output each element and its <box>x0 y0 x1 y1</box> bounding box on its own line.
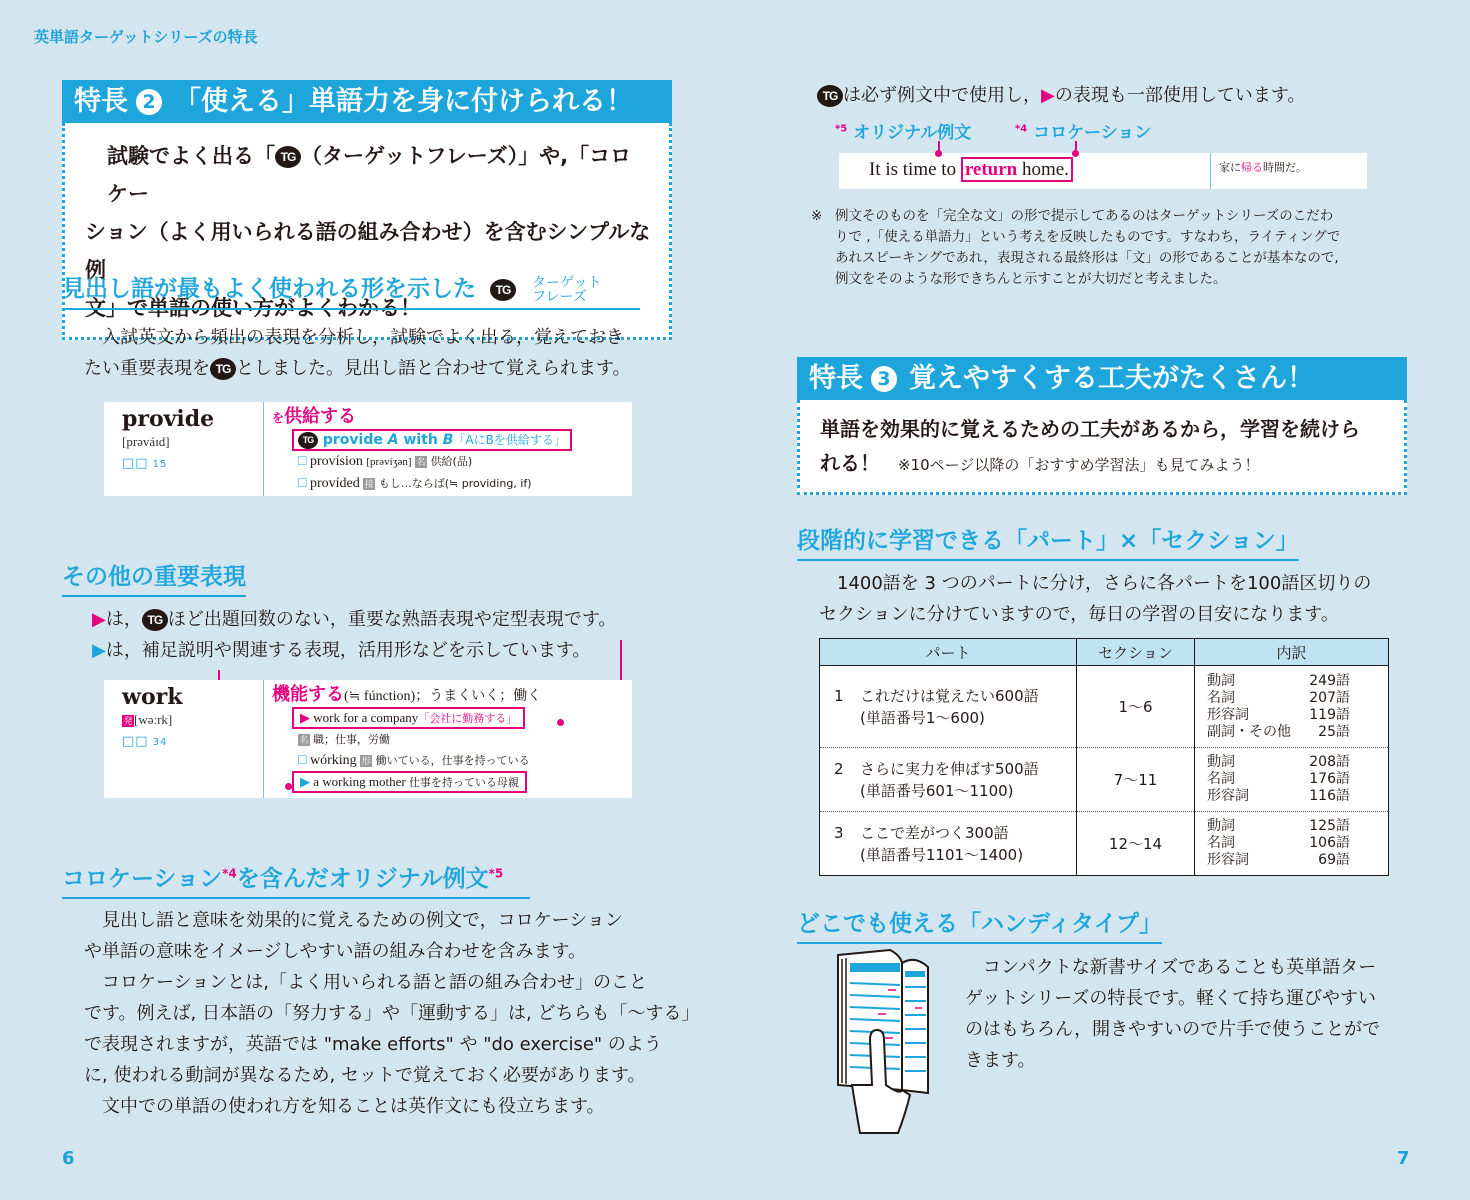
noun-meaning: 職；仕事，労働 <box>313 733 390 746</box>
body-text: としました。見出し語と合わせて覚えられます。 <box>236 358 631 379</box>
body-text: 文中での単語の使われ方を知ることは英作文にも役立ちます。 <box>102 1096 605 1117</box>
body-text: ほど出題回数のない，重要な熟語表現や定型表現です。 <box>167 609 617 630</box>
note-text: 例文そのものを「完全な文」の形で提示してあるのはターゲットシリーズのこだわ <box>835 208 1334 224</box>
tg-phrase-jp: 「AにBを供給する」 <box>453 433 566 447</box>
entry-left-column <box>104 402 264 496</box>
tg-ruby <box>532 276 601 304</box>
note-text: あれスピーキングであれ，表現される最終形は「文」の形であることが基本なので, <box>835 250 1339 266</box>
body-text: セクションに分けていますので，毎日の学習の目安になります。 <box>819 604 1339 625</box>
section-cell: 7～11 <box>1077 748 1195 812</box>
sentence-text: home. <box>1017 159 1069 180</box>
example-english <box>839 153 1211 189</box>
body-small-note: ※10ページ以降の「おすすめ学習法」も見てみよう！ <box>898 456 1260 474</box>
section-title-collocation <box>62 860 530 899</box>
feature-3-header <box>797 357 1407 400</box>
pos-badge: 名 <box>299 735 309 746</box>
feature-number-badge: 2 <box>136 89 162 115</box>
page-number-left: 6 <box>62 1148 75 1169</box>
pos-badge: 接 <box>364 478 374 489</box>
body-text: 単語を効果的に覚えるための工夫があるから，学習を続けら <box>820 417 1360 441</box>
derivative-row <box>298 473 572 494</box>
check-boxes <box>122 734 263 749</box>
translation-headword: 帰る <box>1241 161 1263 174</box>
section-cell: 12～14 <box>1077 812 1195 876</box>
meaning-text: 機能する <box>272 684 344 705</box>
part-name: ここで差がつく300語 <box>860 823 1009 842</box>
section-parts-body <box>819 568 1371 630</box>
collocation-box <box>961 157 1073 182</box>
part-range: (単語番号1101～1400) <box>860 845 1024 864</box>
deriv-meaning: 供給(品) <box>430 455 473 468</box>
word-count: 119語 <box>1309 706 1350 723</box>
body-text: に, 使われる動詞が異なるため, セットで覚えておく必要があります。 <box>84 1065 646 1086</box>
tg-icon: TG <box>210 358 236 380</box>
body-text: や単語の意味をイメージしやすい語の組み合わせを含みます。 <box>84 941 587 962</box>
example-sentence-strip <box>839 153 1367 189</box>
word-count: 207語 <box>1309 689 1350 706</box>
feature-2-header <box>62 80 672 123</box>
book-in-hand-illustration <box>830 945 940 1135</box>
pos-label: 動詞 <box>1207 818 1235 834</box>
word-count: 116語 <box>1309 788 1350 804</box>
section-handy-body <box>965 952 1380 1076</box>
feature-title: 覚えやすくする工夫がたくさん！ <box>909 363 1314 394</box>
phrase-jp: 仕事を持っている母親 <box>408 776 519 789</box>
translation-text: 時間だ。 <box>1263 161 1307 174</box>
deriv-meaning: もし…ならば(≒ providing, if) <box>378 477 532 490</box>
entry-work <box>104 680 632 798</box>
connector-dot <box>557 719 564 726</box>
deriv-word: províded <box>309 476 360 491</box>
body-text: きます。 <box>965 1050 1036 1071</box>
headword: work <box>122 684 183 710</box>
connector-dot <box>1072 150 1079 157</box>
body-text: 試験でよく出る「 <box>107 144 275 168</box>
part-range: (単語番号601～1100) <box>860 781 1014 800</box>
entry-number: 34 <box>152 737 168 748</box>
feature-number-badge: 3 <box>871 366 897 392</box>
pos-label: 形容詞 <box>1207 706 1249 723</box>
footnote-mark: *5 <box>488 866 504 881</box>
meaning-text: 供給する <box>284 406 357 427</box>
label-text: コロケーション <box>1033 123 1152 143</box>
label-text: オリジナル例文 <box>853 123 972 143</box>
breakdown-cell <box>1195 812 1389 876</box>
page-number-right: 7 <box>1397 1148 1410 1169</box>
pink-triangle-icon: ▶ <box>92 609 106 630</box>
part-number: 2 <box>834 759 844 778</box>
blue-triangle-icon: ▶ <box>300 774 310 789</box>
derivative-row <box>298 451 572 473</box>
section-title-text: コロケーション <box>62 866 223 892</box>
feature-title: 「使える」単語力を身に付けられる！ <box>174 86 633 117</box>
pos-label: 名詞 <box>1207 771 1235 787</box>
body-text: ゲットシリーズの特長です。軽くて持ち運びやすい <box>965 988 1376 1009</box>
body-text: で表現されますが，英語では "make efforts" や "do exercise" のよう <box>84 1034 662 1055</box>
example-japanese <box>1211 153 1307 189</box>
pink-triangle-icon: ▶ <box>300 710 310 725</box>
tg-phrase: provide <box>322 432 388 448</box>
tg-phrase: with <box>398 432 443 448</box>
phrase-box-2 <box>292 771 527 793</box>
pronunciation: [wəːrk] <box>134 712 173 727</box>
section-title-handy: どこでも使える「ハンディタイプ」 <box>797 905 1162 944</box>
pos-label: 副詞・その他 <box>1207 723 1291 740</box>
word-count: 176語 <box>1309 771 1350 787</box>
body-text: コロケーションとは,「よく用いられる語と語の組み合わせ」のこと <box>102 972 647 993</box>
phrase-en: work for a company <box>313 710 419 725</box>
feature-3-body <box>797 400 1407 495</box>
section-title-text: 見出し語が最もよく使われる形を示した <box>62 276 476 302</box>
pos-label: 動詞 <box>1207 754 1235 770</box>
checkbox-icon: □□ <box>122 734 149 749</box>
section-other-body <box>92 604 616 666</box>
deriv-pron: [prəvíʒən] <box>366 456 412 468</box>
body-text: コンパクトな新書サイズであることも英単語ター <box>983 957 1377 978</box>
meaning <box>272 406 572 429</box>
tg-phrase-var: A <box>387 432 399 448</box>
entry-right-column <box>264 402 572 496</box>
tg-icon: TG <box>142 609 168 631</box>
checkbox-icon: □□ <box>122 456 149 471</box>
part-range: (単語番号1～600) <box>860 708 985 727</box>
breakdown-cell <box>1195 666 1389 748</box>
pos-label: 名詞 <box>1207 689 1235 706</box>
phrase-en: a working mother <box>313 774 406 789</box>
section-title-parts: 段階的に学習できる「パート」×「セクション」 <box>797 522 1299 561</box>
pos-badge: 形 <box>361 755 371 766</box>
footnote-mark: *4 <box>222 866 237 881</box>
body-text: たい重要表現を <box>84 358 210 379</box>
part-name: さらに実力を伸ばす500語 <box>860 759 1039 778</box>
entry-left-column <box>104 680 264 798</box>
blue-triangle-icon: ▶ <box>92 640 106 661</box>
meaning-prefix: を <box>272 411 285 425</box>
label-collocation <box>1015 118 1151 143</box>
body-text: です。例えば, 日本語の「努力する」や「運動する」は, どちらも「～する」 <box>84 1003 700 1024</box>
deriv-meaning: 働いている，仕事を持っている <box>375 754 530 767</box>
part-cell <box>820 812 1077 876</box>
example-note <box>811 206 1340 290</box>
headword: provide <box>122 406 215 432</box>
body-text: 入試英文から頻出の表現を分析し，試験でよく出る，覚えておき <box>102 327 624 348</box>
pink-triangle-icon: ▶ <box>1041 85 1055 106</box>
word-count: 208語 <box>1309 754 1350 770</box>
body-text: は必ず例文中で使用し， <box>843 85 1041 106</box>
deriv-word: wórking <box>309 753 357 768</box>
header-breakdown: 内訳 <box>1195 639 1389 666</box>
word-count: 69語 <box>1318 852 1350 868</box>
pronunciation: [prəváɪd] <box>122 434 170 449</box>
pos-label: 形容詞 <box>1207 852 1249 868</box>
noun-row <box>298 729 541 750</box>
translation-text: 家に <box>1219 161 1241 174</box>
pos-label: 名詞 <box>1207 835 1235 851</box>
word-count: 25語 <box>1318 723 1350 740</box>
table-row <box>820 666 1389 748</box>
section-title-other: その他の重要表現 <box>62 558 246 597</box>
tg-icon: TG <box>275 146 301 168</box>
part-cell <box>820 666 1077 748</box>
note-mark: ※ <box>811 208 823 224</box>
checkbox-icon: □ <box>298 454 307 469</box>
body-text: れる！ <box>820 451 880 475</box>
checkbox-icon: □ <box>298 476 307 491</box>
table-row <box>820 812 1389 876</box>
body-text: のはもちろん，開きやすいので片手で使うことがで <box>965 1019 1381 1040</box>
table-header-row <box>820 639 1389 666</box>
connector-dot <box>285 783 292 790</box>
body-text: の表現も一部使用しています。 <box>1054 85 1306 106</box>
tg-icon: TG <box>490 279 516 301</box>
entry-right-column <box>264 680 541 798</box>
checkbox-icon: □ <box>298 753 307 768</box>
body-text: は， <box>105 609 142 630</box>
word-count: 106語 <box>1309 835 1350 851</box>
example-intro <box>817 80 1305 111</box>
check-boxes <box>122 456 263 471</box>
entry-provide <box>104 402 632 496</box>
sentence-headword: return <box>964 159 1018 180</box>
pos-label: 動詞 <box>1207 672 1235 689</box>
note-text: 例文をそのような形できちんと示すことが大切だと考えました。 <box>835 271 1227 287</box>
meaning-rest: (≒ fúnction)；うまくいく；働く <box>344 689 542 704</box>
pos-badge: 名 <box>416 456 426 467</box>
pronunciation-badge: 発 <box>123 716 133 727</box>
tg-phrase-box <box>292 429 572 451</box>
body-text: 文」で単語の使い方がよくわかる！ <box>85 296 421 320</box>
word-count: 125語 <box>1309 818 1350 834</box>
tg-icon: TG <box>817 85 843 107</box>
tg-icon: TG <box>298 432 318 449</box>
feature-label: 特長 <box>809 363 863 394</box>
deriv-word: provísion <box>309 454 363 469</box>
derivative-row <box>298 750 541 771</box>
connector-dot <box>935 150 942 157</box>
note-text: りで ,「使える単語力」という考えを反映したものです。すなわち，ライティングで <box>835 229 1341 245</box>
footnote-mark: *4 <box>1015 123 1028 135</box>
parts-table <box>819 638 1389 876</box>
pronunciation-row <box>122 712 263 728</box>
entry-number: 15 <box>152 459 168 470</box>
phrase-box-1 <box>292 707 525 729</box>
body-text: は，補足説明や関連する表現，活用形などを示しています。 <box>105 640 591 661</box>
section-tg-body <box>84 322 631 384</box>
header-section: セクション <box>1077 639 1195 666</box>
header-part: パート <box>820 639 1077 666</box>
body-text: 見出し語と意味を効果的に覚えるための例文で，コロケーション <box>102 910 623 931</box>
breakdown-cell <box>1195 748 1389 812</box>
body-text: （ターゲットフレーズ）」や,「コロケー <box>107 144 632 206</box>
ruby-bottom: フレーズ <box>532 288 587 305</box>
word-count: 249語 <box>1309 672 1350 689</box>
section-title-text: を含んだオリジナル例文 <box>236 866 489 892</box>
section-collocation-body <box>84 905 699 1122</box>
phrase-jp: 「会社に勤務する」 <box>418 712 518 725</box>
body-text: ション（よく用いられる語の組み合わせ）を含むシンプルな例 <box>85 220 651 282</box>
label-original-sentence <box>835 118 971 143</box>
sentence-text: It is time to <box>869 159 961 180</box>
meaning <box>272 684 541 707</box>
feature-3-box <box>797 357 1407 495</box>
pos-label: 形容詞 <box>1207 788 1249 804</box>
right-page <box>735 0 1470 1200</box>
footnote-mark: *5 <box>835 123 848 135</box>
tg-phrase-var: B <box>442 432 454 448</box>
running-head: 英単語ターゲットシリーズの特長 <box>34 28 258 46</box>
table-row <box>820 748 1389 812</box>
part-number: 3 <box>834 823 844 842</box>
part-number: 1 <box>834 686 844 705</box>
feature-label: 特長 <box>74 86 128 117</box>
section-title-tg <box>62 270 640 310</box>
part-name: これだけは覚えたい600語 <box>860 686 1039 705</box>
part-cell <box>820 748 1077 812</box>
section-cell: 1～6 <box>1077 666 1195 748</box>
body-text: 1400語を 3 つのパートに分け，さらに各パートを100語区切りの <box>837 573 1372 594</box>
ruby-top: ターゲット <box>532 274 602 291</box>
